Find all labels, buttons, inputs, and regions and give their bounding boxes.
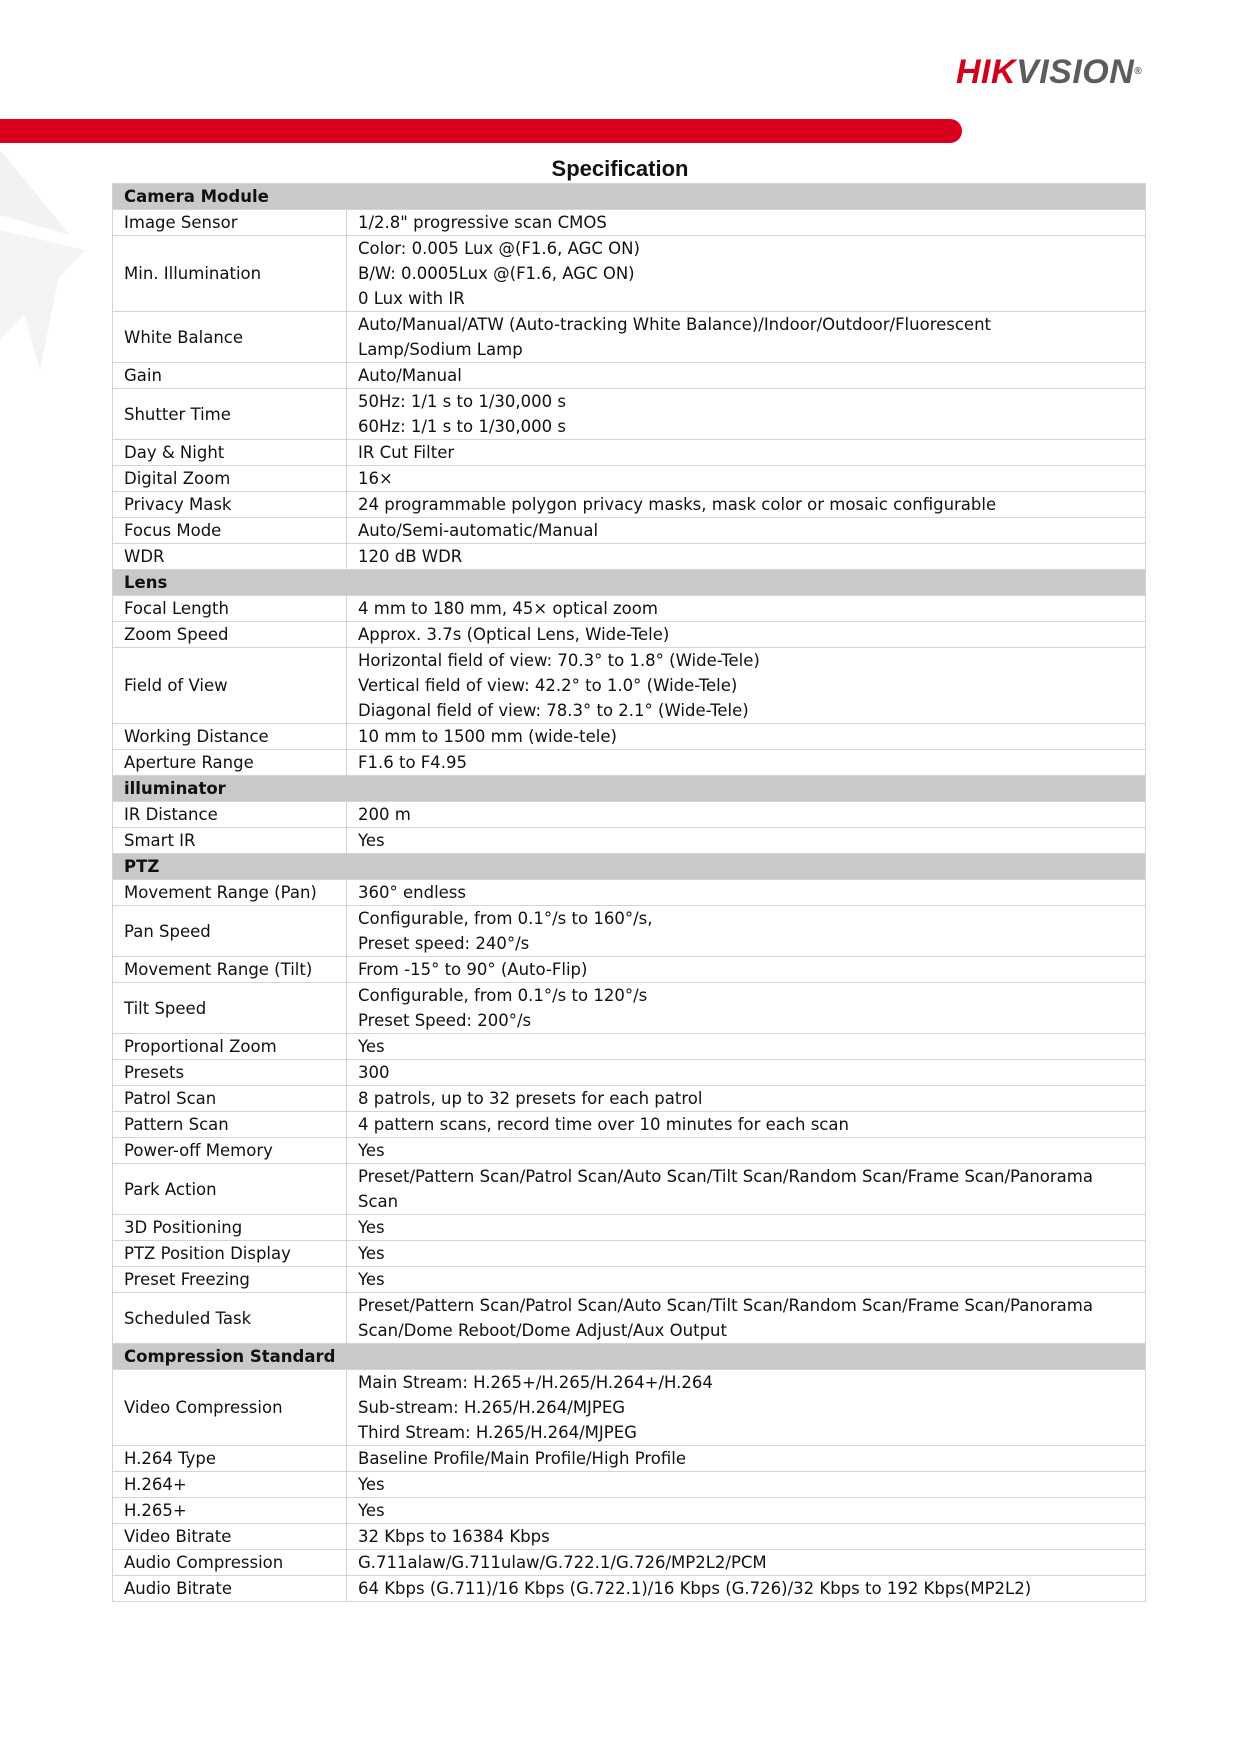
spec-row bbox=[113, 544, 1146, 570]
spec-value-line: IR Cut Filter bbox=[358, 443, 455, 462]
spec-label: PTZ Position Display bbox=[113, 1241, 347, 1267]
spec-value bbox=[347, 1524, 1146, 1550]
spec-label: Tilt Speed bbox=[113, 983, 347, 1034]
spec-label: Movement Range (Tilt) bbox=[113, 957, 347, 983]
spec-row bbox=[113, 828, 1146, 854]
header-accent-bar bbox=[0, 119, 962, 143]
specification-table bbox=[112, 183, 1146, 1602]
section-title: illuminator bbox=[113, 776, 1146, 802]
spec-label: White Balance bbox=[113, 312, 347, 363]
spec-value bbox=[347, 1446, 1146, 1472]
spec-value-line: 0 Lux with IR bbox=[358, 289, 465, 308]
spec-row bbox=[113, 1241, 1146, 1267]
spec-row bbox=[113, 1164, 1146, 1215]
spec-label: Working Distance bbox=[113, 724, 347, 750]
spec-label: Audio Compression bbox=[113, 1550, 347, 1576]
spec-value-line: 4 pattern scans, record time over 10 minutes for each scan bbox=[358, 1115, 849, 1134]
spec-value bbox=[347, 1576, 1146, 1602]
spec-label: Preset Freezing bbox=[113, 1267, 347, 1293]
spec-value bbox=[347, 544, 1146, 570]
spec-value bbox=[347, 492, 1146, 518]
spec-value-line: Yes bbox=[358, 1501, 385, 1520]
spec-value-line: 200 m bbox=[358, 805, 411, 824]
spec-value-line: 360° endless bbox=[358, 883, 466, 902]
spec-value bbox=[347, 750, 1146, 776]
spec-row bbox=[113, 1446, 1146, 1472]
spec-value-line: Preset/Pattern Scan/Patrol Scan/Auto Scan/Tilt Scan/Random Scan/Frame Scan/Panorama bbox=[358, 1167, 1093, 1186]
spec-row bbox=[113, 724, 1146, 750]
spec-value-line: 32 Kbps to 16384 Kbps bbox=[358, 1527, 550, 1546]
spec-row bbox=[113, 440, 1146, 466]
spec-value bbox=[347, 957, 1146, 983]
spec-row bbox=[113, 1060, 1146, 1086]
spec-label: Aperture Range bbox=[113, 750, 347, 776]
spec-value bbox=[347, 983, 1146, 1034]
spec-label: Privacy Mask bbox=[113, 492, 347, 518]
spec-label: Scheduled Task bbox=[113, 1293, 347, 1344]
spec-value bbox=[347, 312, 1146, 363]
spec-label: Shutter Time bbox=[113, 389, 347, 440]
spec-value-line: 300 bbox=[358, 1063, 390, 1082]
spec-label: Focal Length bbox=[113, 596, 347, 622]
spec-value bbox=[347, 389, 1146, 440]
spec-value-line: B/W: 0.0005Lux @(F1.6, AGC ON) bbox=[358, 264, 635, 283]
spec-label: 3D Positioning bbox=[113, 1215, 347, 1241]
spec-row bbox=[113, 880, 1146, 906]
spec-row bbox=[113, 210, 1146, 236]
spec-value bbox=[347, 1241, 1146, 1267]
spec-row bbox=[113, 906, 1146, 957]
spec-value-line: 4 mm to 180 mm, 45× optical zoom bbox=[358, 599, 658, 618]
spec-value bbox=[347, 828, 1146, 854]
spec-row bbox=[113, 622, 1146, 648]
spec-row bbox=[113, 363, 1146, 389]
spec-row bbox=[113, 518, 1146, 544]
spec-label: Pan Speed bbox=[113, 906, 347, 957]
spec-value-line: Sub-stream: H.265/H.264/MJPEG bbox=[358, 1398, 626, 1417]
spec-value-line: Scan/Dome Reboot/Dome Adjust/Aux Output bbox=[358, 1321, 727, 1340]
spec-label: Gain bbox=[113, 363, 347, 389]
spec-label: Patrol Scan bbox=[113, 1086, 347, 1112]
spec-value-line: 24 programmable polygon privacy masks, mask color or mosaic configurable bbox=[358, 495, 997, 514]
spec-value bbox=[347, 1164, 1146, 1215]
spec-label: Pattern Scan bbox=[113, 1112, 347, 1138]
spec-label: IR Distance bbox=[113, 802, 347, 828]
spec-label: Focus Mode bbox=[113, 518, 347, 544]
spec-value bbox=[347, 1060, 1146, 1086]
spec-label: Audio Bitrate bbox=[113, 1576, 347, 1602]
spec-row bbox=[113, 983, 1146, 1034]
spec-value bbox=[347, 518, 1146, 544]
spec-value bbox=[347, 1138, 1146, 1164]
spec-row bbox=[113, 1550, 1146, 1576]
spec-row bbox=[113, 957, 1146, 983]
spec-row bbox=[113, 1524, 1146, 1550]
spec-value-line: Yes bbox=[358, 831, 385, 850]
spec-value-line: Yes bbox=[358, 1244, 385, 1263]
spec-row bbox=[113, 1472, 1146, 1498]
spec-label: Image Sensor bbox=[113, 210, 347, 236]
spec-value-line: Configurable, from 0.1°/s to 120°/s bbox=[358, 986, 648, 1005]
spec-label: Min. Illumination bbox=[113, 236, 347, 312]
section-title: Lens bbox=[113, 570, 1146, 596]
spec-row bbox=[113, 648, 1146, 724]
spec-value bbox=[347, 1550, 1146, 1576]
spec-label: Zoom Speed bbox=[113, 622, 347, 648]
spec-value bbox=[347, 1472, 1146, 1498]
spec-row bbox=[113, 1576, 1146, 1602]
spec-row bbox=[113, 312, 1146, 363]
spec-value-line: Yes bbox=[358, 1037, 385, 1056]
spec-value bbox=[347, 466, 1146, 492]
spec-value-line: Baseline Profile/Main Profile/High Profile bbox=[358, 1449, 687, 1468]
spec-value-line: 64 Kbps (G.711)/16 Kbps (G.722.1)/16 Kbps (G.726)/32 Kbps to 192 Kbps(MP2L2) bbox=[358, 1579, 1032, 1598]
spec-row bbox=[113, 1370, 1146, 1446]
spec-value bbox=[347, 210, 1146, 236]
spec-value-line: 120 dB WDR bbox=[358, 547, 463, 566]
spec-value-line: Scan bbox=[358, 1192, 399, 1211]
spec-value-line: 60Hz: 1/1 s to 1/30,000 s bbox=[358, 417, 566, 436]
spec-value bbox=[347, 1086, 1146, 1112]
spec-row bbox=[113, 1293, 1146, 1344]
spec-label: Video Bitrate bbox=[113, 1524, 347, 1550]
spec-row bbox=[113, 389, 1146, 440]
spec-value-line: 50Hz: 1/1 s to 1/30,000 s bbox=[358, 392, 566, 411]
spec-row bbox=[113, 750, 1146, 776]
spec-row bbox=[113, 1034, 1146, 1060]
spec-value bbox=[347, 440, 1146, 466]
spec-row bbox=[113, 1138, 1146, 1164]
spec-value-line: Yes bbox=[358, 1141, 385, 1160]
document-title: Specification bbox=[551, 156, 689, 181]
spec-value bbox=[347, 1498, 1146, 1524]
spec-label: H.265+ bbox=[113, 1498, 347, 1524]
spec-label: Smart IR bbox=[113, 828, 347, 854]
spec-value-line: Auto/Manual/ATW (Auto-tracking White Balance)/Indoor/Outdoor/Fluorescent bbox=[358, 315, 992, 334]
spec-row bbox=[113, 1112, 1146, 1138]
spec-row bbox=[113, 492, 1146, 518]
spec-label: Day & Night bbox=[113, 440, 347, 466]
spec-label: Park Action bbox=[113, 1164, 347, 1215]
spec-value bbox=[347, 622, 1146, 648]
spec-value bbox=[347, 363, 1146, 389]
spec-value bbox=[347, 596, 1146, 622]
spec-value-line: From -15° to 90° (Auto-Flip) bbox=[358, 960, 588, 979]
section-title: Compression Standard bbox=[113, 1344, 1146, 1370]
spec-value-line: Auto/Semi-automatic/Manual bbox=[358, 521, 599, 540]
spec-value-line: Auto/Manual bbox=[358, 366, 462, 385]
spec-value-line: Third Stream: H.265/H.264/MJPEG bbox=[358, 1423, 637, 1442]
spec-value-line: 8 patrols, up to 32 presets for each patrol bbox=[358, 1089, 703, 1108]
spec-value-line: F1.6 to F4.95 bbox=[358, 753, 468, 772]
spec-row bbox=[113, 466, 1146, 492]
section-title: Camera Module bbox=[113, 184, 1146, 210]
spec-value-line: Yes bbox=[358, 1475, 385, 1494]
spec-value-line: Main Stream: H.265+/H.265/H.264+/H.264 bbox=[358, 1373, 713, 1392]
section-header bbox=[113, 184, 1146, 210]
spec-value bbox=[347, 906, 1146, 957]
spec-value bbox=[347, 1215, 1146, 1241]
spec-label: Video Compression bbox=[113, 1370, 347, 1446]
spec-value-line: 10 mm to 1500 mm (wide-tele) bbox=[358, 727, 617, 746]
spec-label: WDR bbox=[113, 544, 347, 570]
spec-value bbox=[347, 236, 1146, 312]
spec-label: H.264 Type bbox=[113, 1446, 347, 1472]
spec-value bbox=[347, 802, 1146, 828]
spec-row bbox=[113, 1215, 1146, 1241]
spec-value bbox=[347, 1267, 1146, 1293]
spec-row bbox=[113, 802, 1146, 828]
hikvision-logo: HIKVISION® bbox=[956, 53, 1143, 91]
spec-value-line: Preset Speed: 200°/s bbox=[358, 1011, 532, 1030]
spec-value-line: Diagonal field of view: 78.3° to 2.1° (Wide-Tele) bbox=[358, 701, 749, 720]
spec-value-line: Configurable, from 0.1°/s to 160°/s, bbox=[358, 909, 653, 928]
spec-row bbox=[113, 1498, 1146, 1524]
spec-value bbox=[347, 1112, 1146, 1138]
spec-value bbox=[347, 1034, 1146, 1060]
section-header bbox=[113, 570, 1146, 596]
spec-value bbox=[347, 724, 1146, 750]
spec-value-line: G.711alaw/G.711ulaw/G.722.1/G.726/MP2L2/PCM bbox=[358, 1553, 767, 1572]
spec-value-line: Lamp/Sodium Lamp bbox=[358, 340, 523, 359]
spec-value-line: 16× bbox=[358, 469, 393, 488]
spec-value bbox=[347, 1293, 1146, 1344]
section-header bbox=[113, 1344, 1146, 1370]
spec-label: Digital Zoom bbox=[113, 466, 347, 492]
spec-label: H.264+ bbox=[113, 1472, 347, 1498]
spec-label: Presets bbox=[113, 1060, 347, 1086]
spec-value-line: Horizontal field of view: 70.3° to 1.8° (Wide-Tele) bbox=[358, 651, 760, 670]
spec-value bbox=[347, 880, 1146, 906]
spec-value-line: Color: 0.005 Lux @(F1.6, AGC ON) bbox=[358, 239, 640, 258]
spec-label: Movement Range (Pan) bbox=[113, 880, 347, 906]
spec-label: Power-off Memory bbox=[113, 1138, 347, 1164]
section-title: PTZ bbox=[113, 854, 1146, 880]
spec-value-line: 1/2.8" progressive scan CMOS bbox=[358, 213, 607, 232]
section-header bbox=[113, 854, 1146, 880]
spec-value bbox=[347, 1370, 1146, 1446]
spec-value-line: Preset/Pattern Scan/Patrol Scan/Auto Scan/Tilt Scan/Random Scan/Frame Scan/Panorama bbox=[358, 1296, 1093, 1315]
spec-value-line: Yes bbox=[358, 1218, 385, 1237]
spec-row bbox=[113, 596, 1146, 622]
spec-value-line: Yes bbox=[358, 1270, 385, 1289]
spec-value-line: Preset speed: 240°/s bbox=[358, 934, 530, 953]
spec-row bbox=[113, 1086, 1146, 1112]
spec-label: Field of View bbox=[113, 648, 347, 724]
spec-row bbox=[113, 236, 1146, 312]
spec-row bbox=[113, 1267, 1146, 1293]
spec-value-line: Vertical field of view: 42.2° to 1.0° (Wide-Tele) bbox=[358, 676, 738, 695]
section-header bbox=[113, 776, 1146, 802]
spec-label: Proportional Zoom bbox=[113, 1034, 347, 1060]
spec-value-line: Approx. 3.7s (Optical Lens, Wide-Tele) bbox=[358, 625, 670, 644]
spec-value bbox=[347, 648, 1146, 724]
